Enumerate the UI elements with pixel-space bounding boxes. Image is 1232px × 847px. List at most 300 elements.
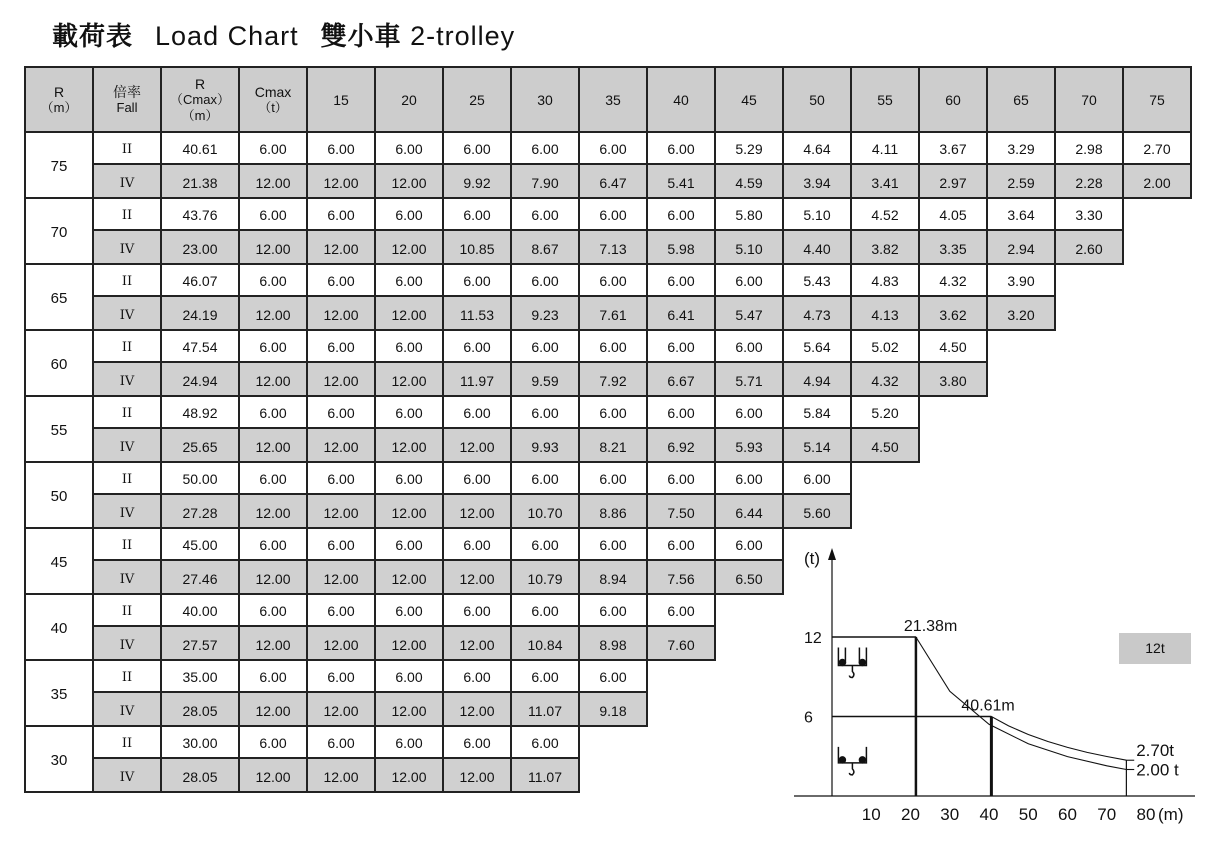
cmax-cell: 6.00: [239, 594, 307, 626]
title-en-trolley: 2-trolley: [410, 21, 516, 51]
radius-at-cmax-cell: 30.00: [161, 726, 239, 758]
load-cell: 3.20: [987, 296, 1055, 330]
load-cell: 5.41: [647, 164, 715, 198]
cmax-cell: 12.00: [239, 758, 307, 792]
load-cell: 8.94: [579, 560, 647, 594]
radius-at-cmax-cell: 24.94: [161, 362, 239, 396]
title-en-load-chart: Load Chart: [155, 21, 299, 51]
empty-cell: [1123, 362, 1191, 396]
load-cell: 9.93: [511, 428, 579, 462]
load-cell: 5.47: [715, 296, 783, 330]
fall-cell: IV: [93, 296, 161, 330]
load-cell: 2.94: [987, 230, 1055, 264]
fall-cell: II: [93, 594, 161, 626]
fall-cell: II: [93, 132, 161, 164]
fall-cell: IV: [93, 362, 161, 396]
load-cell: 4.50: [919, 330, 987, 362]
load-cell: 5.80: [715, 198, 783, 230]
load-cell: 6.00: [307, 132, 375, 164]
radius-at-cmax-cell: 43.76: [161, 198, 239, 230]
cmax-cell: 12.00: [239, 296, 307, 330]
empty-cell: [647, 660, 715, 692]
radius-at-cmax-cell: 24.19: [161, 296, 239, 330]
table-row: [25, 494, 1191, 528]
load-cell: 6.41: [647, 296, 715, 330]
load-cell: 8.98: [579, 626, 647, 660]
load-cell: 12.00: [375, 626, 443, 660]
radius-at-cmax-cell: 46.07: [161, 264, 239, 296]
load-cell: 12.00: [307, 494, 375, 528]
load-cell: 7.61: [579, 296, 647, 330]
load-cell: 6.00: [579, 198, 647, 230]
hook-4fall-icon: [838, 648, 866, 678]
load-cell: 12.00: [375, 296, 443, 330]
cmax-cell: 12.00: [239, 230, 307, 264]
empty-cell: [1055, 362, 1123, 396]
fall-cell: II: [93, 726, 161, 758]
load-cell: 4.40: [783, 230, 851, 264]
load-cell: 2.70: [1123, 132, 1191, 164]
table-row: [25, 362, 1191, 396]
load-cell: 12.00: [443, 494, 511, 528]
fall-cell: IV: [93, 230, 161, 264]
header-cmax-line: Cmax: [254, 83, 292, 100]
radius-at-cmax-cell: 40.00: [161, 594, 239, 626]
load-cell: 5.10: [783, 198, 851, 230]
fall-cell: II: [93, 528, 161, 560]
load-cell: 6.00: [647, 594, 715, 626]
empty-cell: [987, 428, 1055, 462]
table-row: [25, 296, 1191, 330]
table-row: [25, 462, 1191, 494]
table-row: [25, 264, 1191, 296]
header-jib-length-line: R: [53, 83, 65, 100]
load-cell: 6.00: [443, 462, 511, 494]
load-cell: 6.00: [375, 726, 443, 758]
fall-cell: IV: [93, 758, 161, 792]
load-cell: 6.00: [443, 132, 511, 164]
load-cell: 6.00: [579, 330, 647, 362]
load-cell: 2.59: [987, 164, 1055, 198]
cmax-cell: 12.00: [239, 164, 307, 198]
load-cell: 6.00: [307, 594, 375, 626]
load-cell: 9.59: [511, 362, 579, 396]
load-cell: 6.00: [715, 462, 783, 494]
x-tick-label: 30: [940, 805, 960, 824]
load-cell: 11.07: [511, 692, 579, 726]
empty-cell: [1055, 296, 1123, 330]
load-cell: 6.00: [579, 132, 647, 164]
load-cell: 6.00: [443, 396, 511, 428]
empty-cell: [1055, 494, 1123, 528]
cmax-cell: 6.00: [239, 528, 307, 560]
load-cell: 6.00: [647, 198, 715, 230]
x-axis-unit: (m): [1158, 805, 1184, 824]
load-cell: 4.13: [851, 296, 919, 330]
load-cell: 5.98: [647, 230, 715, 264]
y-tick-label: 12: [804, 630, 822, 647]
load-cell: 6.00: [443, 330, 511, 362]
load-cell: 3.62: [919, 296, 987, 330]
y-tick-label: 6: [804, 709, 813, 727]
load-cell: 6.00: [511, 396, 579, 428]
empty-cell: [919, 396, 987, 428]
load-cell: 6.00: [307, 198, 375, 230]
load-cell: 6.00: [511, 330, 579, 362]
load-cell: 5.84: [783, 396, 851, 428]
load-cell: 4.52: [851, 198, 919, 230]
load-cell: 6.00: [647, 330, 715, 362]
empty-cell: [1123, 230, 1191, 264]
load-cell: 6.00: [579, 462, 647, 494]
load-cell: 6.00: [307, 396, 375, 428]
label-knee-iv: 21.38m: [903, 618, 958, 635]
load-cell: 12.00: [307, 758, 375, 792]
load-cell: 4.94: [783, 362, 851, 396]
load-cell: 6.00: [647, 528, 715, 560]
load-cell: 12.00: [307, 296, 375, 330]
load-cell: 6.00: [307, 528, 375, 560]
load-cell: 6.00: [715, 330, 783, 362]
fall-cell: IV: [93, 428, 161, 462]
load-cell: 6.00: [579, 528, 647, 560]
fall-cell: IV: [93, 692, 161, 726]
radius-at-cmax-cell: 47.54: [161, 330, 239, 362]
table-row: [25, 164, 1191, 198]
load-cell: 6.00: [647, 132, 715, 164]
title-zh-load-chart: 載荷表: [52, 22, 134, 52]
jib-length-cell: 35: [25, 660, 93, 726]
load-cell: 12.00: [443, 626, 511, 660]
load-cell: 10.70: [511, 494, 579, 528]
empty-cell: [1055, 428, 1123, 462]
load-cell: 5.43: [783, 264, 851, 296]
cmax-cell: 6.00: [239, 132, 307, 164]
cmax-cell: 12.00: [239, 494, 307, 528]
fall-cell: II: [93, 264, 161, 296]
radius-at-cmax-cell: 27.57: [161, 626, 239, 660]
load-cell: 6.00: [443, 726, 511, 758]
empty-cell: [715, 758, 783, 792]
cmax-cell: 6.00: [239, 462, 307, 494]
load-cell: 6.00: [307, 462, 375, 494]
empty-cell: [1123, 396, 1191, 428]
load-cell: 6.00: [715, 264, 783, 296]
load-cell: 6.00: [511, 132, 579, 164]
radius-at-cmax-cell: 28.05: [161, 758, 239, 792]
load-cell: 6.00: [511, 198, 579, 230]
fall-cell: II: [93, 330, 161, 362]
empty-cell: [1123, 296, 1191, 330]
load-cell: 6.00: [647, 264, 715, 296]
fall-cell: IV: [93, 164, 161, 198]
load-cell: 12.00: [307, 362, 375, 396]
radius-at-cmax-cell: 45.00: [161, 528, 239, 560]
load-cell: 6.00: [511, 462, 579, 494]
load-cell: 4.59: [715, 164, 783, 198]
cmax-cell: 12.00: [239, 692, 307, 726]
load-cell: 12.00: [375, 230, 443, 264]
load-cell: 12.00: [375, 362, 443, 396]
load-cell: 12.00: [307, 560, 375, 594]
header-fall-line: 倍率: [113, 83, 141, 100]
empty-cell: [851, 494, 919, 528]
load-cell: 11.53: [443, 296, 511, 330]
empty-cell: [1055, 462, 1123, 494]
jib-length-cell: 40: [25, 594, 93, 660]
radius-at-cmax-cell: 35.00: [161, 660, 239, 692]
header-radius-at-cmax-line: （Cmax）: [170, 91, 230, 107]
load-cell: 12.00: [307, 428, 375, 462]
fall-cell: II: [93, 198, 161, 230]
load-cell: 12.00: [375, 164, 443, 198]
load-cell: 6.00: [375, 528, 443, 560]
load-cell: 6.00: [647, 396, 715, 428]
table-row: [25, 132, 1191, 164]
load-cell: 12.00: [307, 164, 375, 198]
cmax-cell: 6.00: [239, 198, 307, 230]
load-cell: 6.00: [307, 726, 375, 758]
load-cell: 7.92: [579, 362, 647, 396]
title-zh-trolley: 雙小車: [320, 22, 402, 52]
header-jib-length: [25, 67, 93, 132]
load-cell: 12.00: [307, 626, 375, 660]
load-cell: 6.00: [511, 528, 579, 560]
label-end-ii: 2.70t: [1136, 741, 1175, 761]
header-jib-length-line: （m）: [40, 99, 78, 115]
fall-cell: II: [93, 462, 161, 494]
load-cell: 5.10: [715, 230, 783, 264]
jib-length-cell: 50: [25, 462, 93, 528]
load-cell: 12.00: [375, 758, 443, 792]
x-tick-label: 10: [861, 805, 881, 824]
empty-cell: [579, 726, 647, 758]
load-cell: 8.67: [511, 230, 579, 264]
empty-cell: [1123, 264, 1191, 296]
load-curve-series: [832, 717, 1126, 761]
jib-length-cell: 70: [25, 198, 93, 264]
load-cell: 6.00: [511, 264, 579, 296]
header-radius-at-cmax-line: R: [194, 75, 206, 92]
empty-cell: [1055, 264, 1123, 296]
fall-cell: II: [93, 396, 161, 428]
load-cell: 3.80: [919, 362, 987, 396]
load-cell: 6.00: [511, 594, 579, 626]
table-row: [25, 198, 1191, 230]
load-cell: 7.50: [647, 494, 715, 528]
empty-cell: [715, 726, 783, 758]
load-cell: 6.00: [443, 660, 511, 692]
load-cell: 4.83: [851, 264, 919, 296]
y-axis-arrow: [828, 548, 836, 560]
empty-cell: [1055, 330, 1123, 362]
load-cell: 12.00: [375, 428, 443, 462]
header-fall-line: Fall: [116, 99, 138, 115]
load-cell: 6.00: [579, 264, 647, 296]
radius-at-cmax-cell: 40.61: [161, 132, 239, 164]
jib-length-cell: 45: [25, 528, 93, 594]
load-cell: 3.41: [851, 164, 919, 198]
radius-at-cmax-cell: 48.92: [161, 396, 239, 428]
x-tick-label: 80: [1136, 805, 1156, 824]
jib-length-cell: 75: [25, 132, 93, 198]
jib-length-cell: 60: [25, 330, 93, 396]
load-cell: 10.84: [511, 626, 579, 660]
x-tick-label: 40: [979, 805, 999, 824]
load-cell: 8.86: [579, 494, 647, 528]
header-radius: 65: [987, 67, 1055, 132]
load-cell: 12.00: [375, 494, 443, 528]
table-header-row: [25, 67, 1191, 132]
header-radius: 70: [1055, 67, 1123, 132]
load-cell: 6.00: [579, 594, 647, 626]
load-cell: 6.50: [715, 560, 783, 594]
load-cell: 12.00: [375, 560, 443, 594]
radius-at-cmax-cell: 50.00: [161, 462, 239, 494]
load-cell: 6.00: [511, 660, 579, 692]
load-cell: 12.00: [443, 428, 511, 462]
empty-cell: [715, 594, 783, 626]
cmax-cell: 6.00: [239, 264, 307, 296]
cmax-cell: 6.00: [239, 660, 307, 692]
x-tick-label: 60: [1058, 805, 1077, 824]
empty-cell: [919, 428, 987, 462]
load-cell: 6.67: [647, 362, 715, 396]
header-radius: 30: [511, 67, 579, 132]
load-cell: 6.00: [511, 726, 579, 758]
cmax-cell: 6.00: [239, 330, 307, 362]
header-fall: [93, 67, 161, 132]
fall-cell: IV: [93, 494, 161, 528]
x-tick-label: 50: [1018, 805, 1038, 824]
table-row: [25, 396, 1191, 428]
empty-cell: [647, 726, 715, 758]
load-cell: 12.00: [443, 692, 511, 726]
header-radius: 35: [579, 67, 647, 132]
load-cell: 6.00: [375, 594, 443, 626]
header-radius: 60: [919, 67, 987, 132]
empty-cell: [987, 396, 1055, 428]
empty-cell: [1123, 198, 1191, 230]
jib-length-cell: 55: [25, 396, 93, 462]
load-cell: 2.28: [1055, 164, 1123, 198]
load-cell: 6.00: [579, 660, 647, 692]
empty-cell: [1123, 330, 1191, 362]
header-radius: 55: [851, 67, 919, 132]
load-cell: 6.92: [647, 428, 715, 462]
table-row: [25, 428, 1191, 462]
empty-cell: [1123, 428, 1191, 462]
load-cell: 3.29: [987, 132, 1055, 164]
table-row: [25, 330, 1191, 362]
label-knee-ii: 40.61m: [961, 697, 1015, 715]
radius-at-cmax-cell: 27.46: [161, 560, 239, 594]
load-cell: 5.20: [851, 396, 919, 428]
page-title: [52, 16, 515, 53]
empty-cell: [647, 692, 715, 726]
header-cmax: [239, 67, 307, 132]
header-radius: 20: [375, 67, 443, 132]
load-cell: 4.73: [783, 296, 851, 330]
load-cell: 6.00: [715, 528, 783, 560]
load-cell: 4.11: [851, 132, 919, 164]
empty-cell: [1055, 396, 1123, 428]
empty-cell: [647, 758, 715, 792]
cmax-cell: 12.00: [239, 362, 307, 396]
header-radius: 40: [647, 67, 715, 132]
cmax-cell: 12.00: [239, 428, 307, 462]
load-cell: 7.56: [647, 560, 715, 594]
header-radius: 75: [1123, 67, 1191, 132]
empty-cell: [851, 462, 919, 494]
radius-at-cmax-cell: 28.05: [161, 692, 239, 726]
load-cell: 4.32: [851, 362, 919, 396]
load-cell: 4.64: [783, 132, 851, 164]
legend-12t: 12t: [1119, 633, 1191, 664]
empty-cell: [1123, 494, 1191, 528]
load-cell: 12.00: [443, 560, 511, 594]
load-cell: 6.00: [307, 330, 375, 362]
load-cell: 9.18: [579, 692, 647, 726]
hook-2fall-icon: [838, 747, 866, 775]
load-cell: 12.00: [307, 692, 375, 726]
header-radius-at-cmax-line: （m）: [181, 107, 219, 123]
empty-cell: [715, 692, 783, 726]
load-cell: 3.94: [783, 164, 851, 198]
load-cell: 3.30: [1055, 198, 1123, 230]
load-cell: 7.60: [647, 626, 715, 660]
load-cell: 6.00: [375, 462, 443, 494]
y-axis-unit: (t): [804, 549, 821, 568]
empty-cell: [715, 626, 783, 660]
load-cell: 6.00: [783, 462, 851, 494]
empty-cell: [919, 462, 987, 494]
empty-cell: [987, 462, 1055, 494]
load-cell: 2.97: [919, 164, 987, 198]
empty-cell: [715, 660, 783, 692]
fall-cell: II: [93, 660, 161, 692]
load-cell: 6.00: [647, 462, 715, 494]
empty-cell: [919, 494, 987, 528]
load-cell: 3.90: [987, 264, 1055, 296]
load-cell: 6.00: [443, 594, 511, 626]
load-cell: 4.05: [919, 198, 987, 230]
load-curve-diagram: [780, 536, 1200, 836]
load-cell: 6.00: [375, 660, 443, 692]
load-cell: 9.23: [511, 296, 579, 330]
load-cell: 6.00: [307, 660, 375, 692]
load-cell: 7.90: [511, 164, 579, 198]
load-cell: 12.00: [375, 692, 443, 726]
cmax-cell: 6.00: [239, 396, 307, 428]
load-cell: 6.00: [375, 132, 443, 164]
load-cell: 5.29: [715, 132, 783, 164]
x-tick-label: 20: [901, 805, 920, 824]
empty-cell: [987, 330, 1055, 362]
load-cell: 5.71: [715, 362, 783, 396]
empty-cell: [987, 362, 1055, 396]
load-cell: 6.00: [375, 264, 443, 296]
load-cell: 3.64: [987, 198, 1055, 230]
load-cell: 4.32: [919, 264, 987, 296]
load-cell: 2.98: [1055, 132, 1123, 164]
empty-cell: [579, 758, 647, 792]
table-row: [25, 230, 1191, 264]
label-end-iv: 2.00 t: [1136, 760, 1179, 780]
cmax-cell: 12.00: [239, 560, 307, 594]
fall-cell: IV: [93, 560, 161, 594]
header-radius: 45: [715, 67, 783, 132]
